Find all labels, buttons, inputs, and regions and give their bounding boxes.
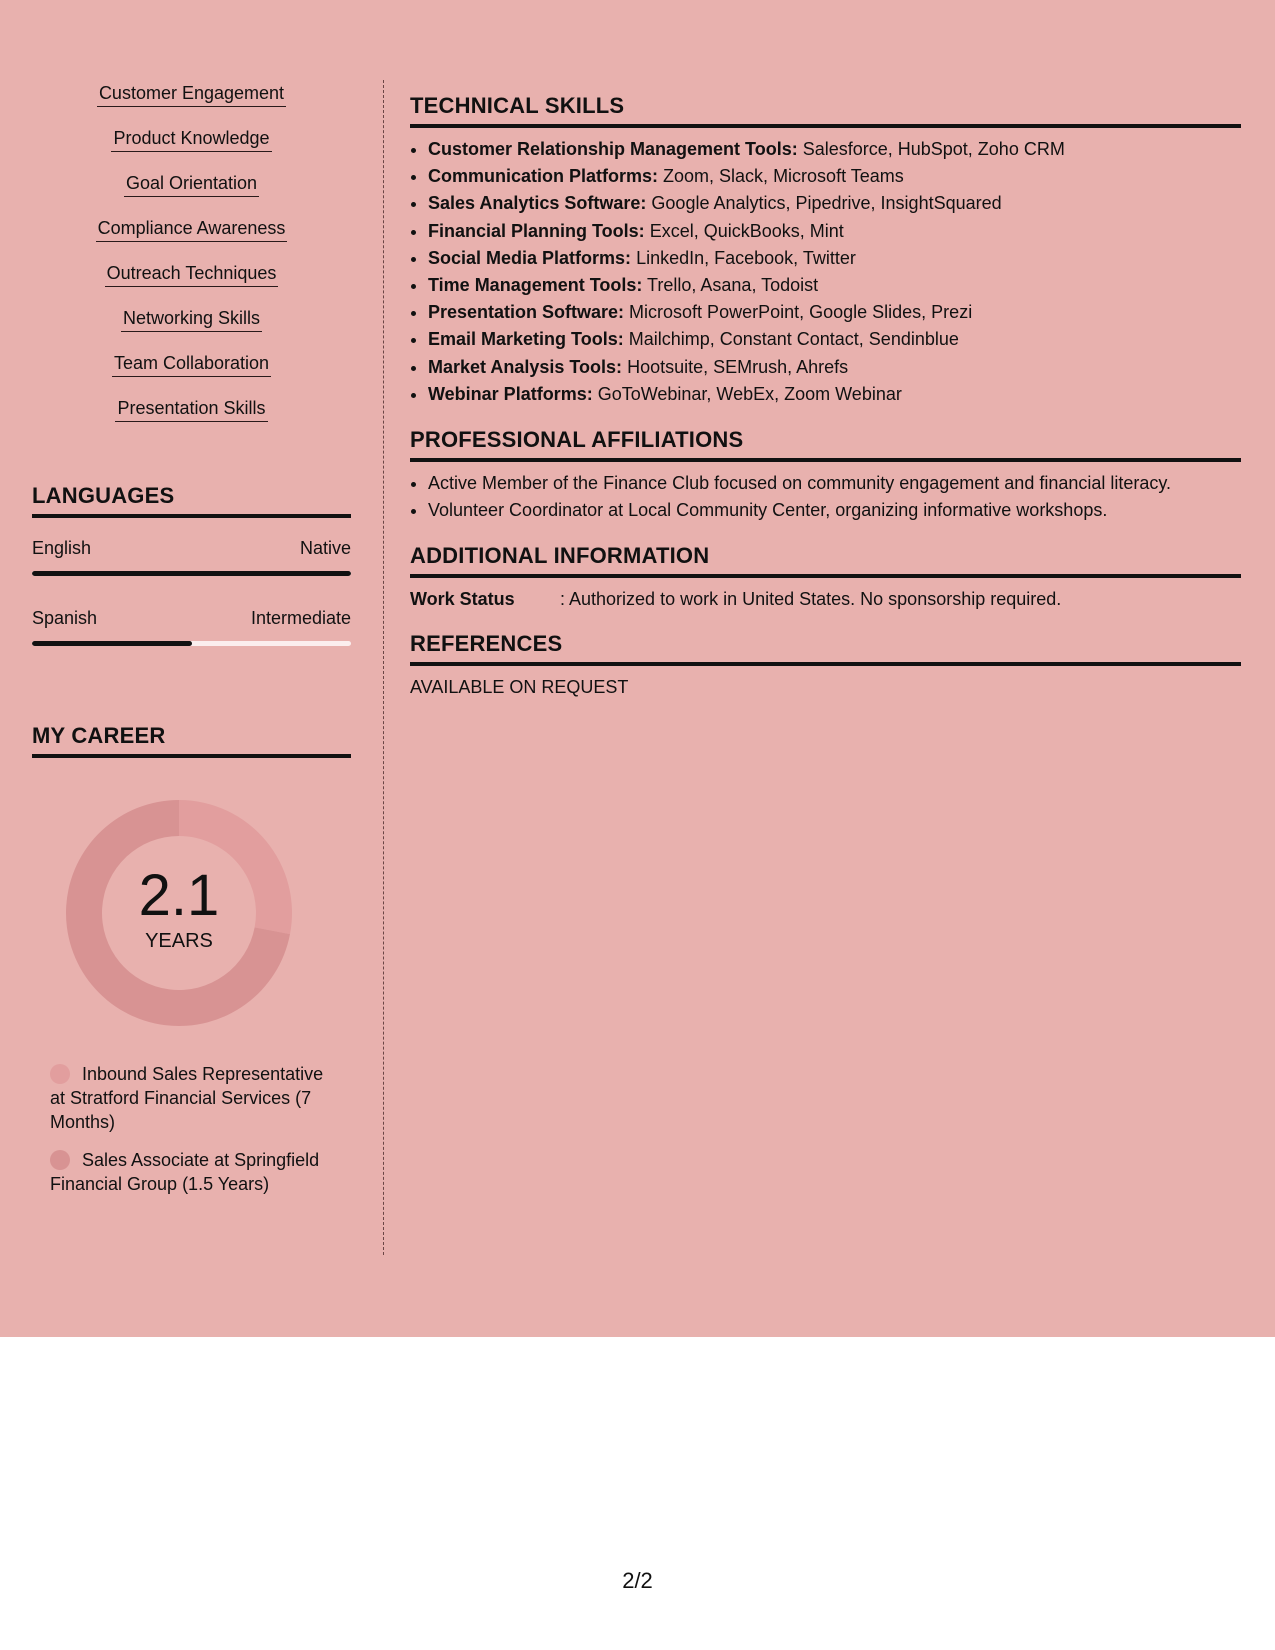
technical-skill-value: Trello, Asana, Todoist <box>642 275 819 296</box>
skill-tag-item <box>32 125 351 170</box>
technical-skill-value: Salesforce, HubSpot, Zoho CRM <box>797 139 1065 159</box>
affiliations-list <box>410 470 1241 524</box>
technical-skill-value: Mailchimp, Constant Contact, Sendinblue <box>623 329 959 350</box>
language-name: Spanish <box>32 608 98 628</box>
language-name: English <box>32 538 92 558</box>
column-divider <box>383 80 384 1255</box>
technical-skill-item <box>428 136 1241 163</box>
language-level: Native <box>299 538 351 558</box>
skill-tag-item <box>32 350 351 395</box>
language-text <box>32 606 351 630</box>
skill-tag: Product Knowledge <box>111 125 271 152</box>
language-proficiency-bar <box>32 571 351 576</box>
technical-skill-label: Email Marketing Tools: <box>428 329 624 350</box>
language-proficiency-bar <box>32 641 351 646</box>
technical-skill-label: Presentation Software: <box>428 302 625 323</box>
donut-center <box>64 798 294 1028</box>
technical-skill-item <box>428 245 1241 272</box>
affiliation-item: • Active Member of the Finance Club focused on community engagement and financial literacy. <box>428 470 1241 497</box>
skill-tag: Goal Orientation <box>124 170 259 197</box>
language-level: Intermediate <box>250 608 351 628</box>
languages-heading: LANGUAGES <box>32 482 351 518</box>
career-heading: MY CAREER <box>32 722 351 758</box>
additional-info-section <box>410 542 1241 612</box>
skill-tag-item <box>32 305 351 350</box>
career-legend <box>50 1062 330 1196</box>
technical-skill-value: Google Analytics, Pipedrive, InsightSquared <box>646 193 1002 214</box>
technical-skills-list <box>410 136 1241 408</box>
career-section <box>32 722 351 1196</box>
legend-color-dot <box>50 1150 70 1170</box>
technical-skill-value: Hootsuite, SEMrush, Ahrefs <box>622 356 849 377</box>
skill-tag-item <box>32 80 351 125</box>
language-text <box>32 536 351 560</box>
skill-tag-item <box>32 215 351 260</box>
skill-tag: Compliance Awareness <box>96 215 288 242</box>
technical-skill-item <box>428 326 1241 353</box>
technical-skill-label: Financial Planning Tools: <box>428 220 645 241</box>
skill-tag: Team Collaboration <box>112 350 271 377</box>
language-proficiency-fill <box>32 571 351 576</box>
languages-section <box>32 482 351 646</box>
language-proficiency-fill <box>32 641 192 646</box>
skill-tag: Networking Skills <box>121 305 262 332</box>
work-status-row <box>410 586 1241 612</box>
right-column <box>410 92 1241 718</box>
skill-tag-item <box>32 395 351 440</box>
technical-skill-item <box>428 299 1241 326</box>
career-total-years: 2.1 <box>138 863 220 928</box>
career-legend-item <box>50 1148 330 1196</box>
language-row <box>32 606 351 646</box>
technical-skill-item <box>428 381 1241 408</box>
references-heading: REFERENCES <box>410 630 1241 666</box>
technical-skill-label: Webinar Platforms: <box>428 383 593 404</box>
skill-tag: Customer Engagement <box>97 80 286 107</box>
affiliations-section <box>410 426 1241 524</box>
languages-list <box>32 536 351 646</box>
technical-skill-value: Zoom, Slack, Microsoft Teams <box>658 166 904 187</box>
career-legend-item <box>50 1062 330 1134</box>
legend-color-dot <box>50 1064 70 1084</box>
technical-skill-item <box>428 190 1241 217</box>
career-total-unit: YEARS <box>145 930 213 952</box>
left-column <box>32 80 351 1210</box>
skill-tag: Outreach Techniques <box>105 260 279 287</box>
technical-skill-item <box>428 272 1241 299</box>
work-status-value: : Authorized to work in United States. No sponsorship required. <box>560 589 1062 610</box>
technical-skill-item <box>428 354 1241 381</box>
technical-skill-value: GoToWebinar, WebEx, Zoom Webinar <box>592 383 902 404</box>
technical-skill-label: Time Management Tools: <box>428 275 643 296</box>
page-number: 2/2 <box>622 1568 653 1593</box>
references-text: AVAILABLE ON REQUEST <box>410 677 629 698</box>
career-legend-label: Sales Associate at Springfield Financial Group (1.5 Years) <box>50 1150 320 1194</box>
career-legend-label: Inbound Sales Representative at Stratford Financial Services (7 Months) <box>50 1064 324 1132</box>
technical-skill-value: LinkedIn, Facebook, Twitter <box>631 247 856 268</box>
skill-tag-list <box>32 80 351 440</box>
technical-skills-heading: TECHNICAL SKILLS <box>410 92 1241 128</box>
technical-skill-label: Sales Analytics Software: <box>428 193 647 214</box>
technical-skill-item <box>428 218 1241 245</box>
technical-skill-value: Excel, QuickBooks, Mint <box>644 220 844 241</box>
technical-skill-label: Communication Platforms: <box>428 166 659 187</box>
affiliations-heading: PROFESSIONAL AFFILIATIONS <box>410 426 1241 462</box>
technical-skill-label: Social Media Platforms: <box>428 247 632 268</box>
technical-skill-item <box>428 163 1241 190</box>
affiliation-item: • Volunteer Coordinator at Local Community Center, organizing informative workshops. <box>428 497 1241 524</box>
career-donut-chart <box>64 798 294 1028</box>
skill-tag: Presentation Skills <box>115 395 267 422</box>
technical-skill-label: Market Analysis Tools: <box>428 356 623 377</box>
work-status-label: Work Status <box>410 589 515 610</box>
skill-tag-item <box>32 260 351 305</box>
technical-skill-value: Microsoft PowerPoint, Google Slides, Prezi <box>624 302 973 323</box>
technical-skills-section <box>410 92 1241 408</box>
technical-skill-label: Customer Relationship Management Tools: <box>428 139 798 159</box>
skill-tag-item <box>32 170 351 215</box>
additional-info-heading: ADDITIONAL INFORMATION <box>410 542 1241 578</box>
language-row <box>32 536 351 576</box>
references-section <box>410 630 1241 700</box>
